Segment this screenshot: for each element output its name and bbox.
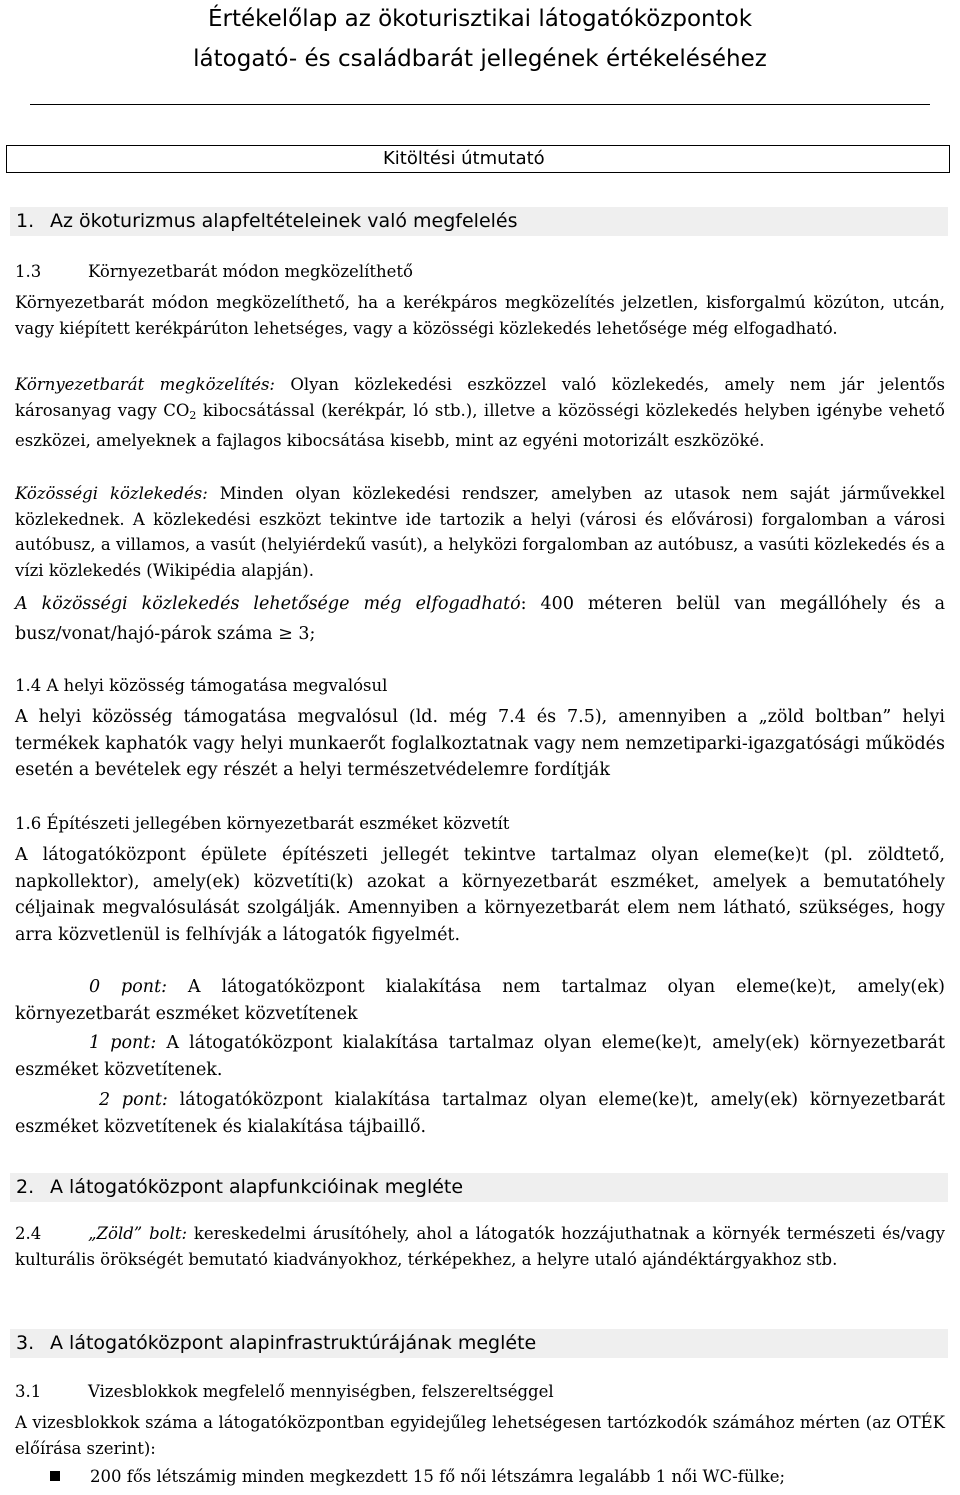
subsection-1-3-paragraph: Környezetbarát módon megközelíthető, ha a kerékpáros megközelítés jelzetlen, kisforgalmú közúton, utcán, vagy kiépített kerékpárúton lehetséges, vagy a közösségi közlekedés lehetősége még elfogadható. xyxy=(15,293,945,338)
section-1-heading xyxy=(10,207,948,236)
definition-text-cont: kibocsátással (kerékpár, ló stb.), illetve a közösségi közlekedés helyben igénybe vehető eszközei, amelyeknek a fajlagos kibocsátása kisebb, mint az egyéni motorizált eszközöké. xyxy=(15,400,945,450)
subsection-3-1-number: 3.1 xyxy=(15,1382,42,1401)
section-2-title: A látogatóközpont alapfunkcióinak megléte xyxy=(50,1176,464,1198)
section-3-number: 3. xyxy=(16,1332,35,1354)
document-title-line2: látogató- és családbarát jellegének értékeléséhez xyxy=(193,46,767,72)
score-0-label: 0 pont: xyxy=(89,977,167,997)
score-1-item xyxy=(15,1030,945,1083)
definition-term: A közösségi közlekedés lehetősége még elfogadható xyxy=(15,594,521,614)
guide-title-box xyxy=(6,145,950,173)
green-shop-text: kereskedelmi árusítóhely, ahol a látogatók hozzájuthatnak a környék természeti és/vagy kulturális örökségét bemutató kiadványokhoz, térképekhez, a helyre utaló ajándéktárgyakhoz stb. xyxy=(15,1224,946,1269)
score-2-item xyxy=(15,1087,945,1140)
subsection-1-4-paragraph: A helyi közösség támogatása megvalósul (ld. még 7.4 és 7.5), amennyiben a „zöld boltban” helyi termékek kaphatók vagy helyi munkaerőt foglalkoztatnak vagy nem nemzetiparki-igazgatósági működés esetén a bevételek egy részét a helyi természetvédelemre fordítják xyxy=(15,707,945,780)
score-0-item xyxy=(15,974,945,1027)
subsection-1-4-heading: 1.4 A helyi közösség támogatása megvalósul xyxy=(15,676,388,695)
subscript: 2 xyxy=(189,408,197,422)
subsection-1-3-heading xyxy=(15,259,945,284)
section-1-number: 1. xyxy=(16,210,35,232)
subsection-1-3-number: 1.3 xyxy=(15,262,42,281)
definition-text: Minden olyan közlekedési rendszer, amelyben az utasok nem saját járművekkel közlekednek. A közlekedési eszközt tekintve ide tartozik a helyi (városi és elővárosi) forgalomban a városi autóbusz, a villamos, a vasút (helyiérdekű vasút), a helyközi forgalomban az autóbusz, a vasúti közlekedés és a vízi közlekedés (Wikipédia alapján). xyxy=(15,484,945,580)
definition-text: : 400 méteren belül van megállóhely és a busz/vonat/hajó-párok száma ≥ 3; xyxy=(15,594,945,644)
definition-text: Olyan közlekedési eszközzel való közlekedés, amely nem jár jelentős károsanyag vagy CO xyxy=(15,375,945,420)
definition-public-transport xyxy=(15,481,945,583)
subsection-2-4-number: 2.4 xyxy=(15,1224,42,1243)
subsection-1-6-paragraph: A látogatóközpont épülete építészeti jellegét tekintve tartalmaz olyan eleme(ke)t (pl. zöldtető, napkollektor), amely(ek) közvetíti(k) azokat a környezetbarát eszméket, amelyek a bemutatóhely céljainak megvalósulását szolgálják. Amennyiben a környezetbarát elem nem látható, szükséges, hogy arra közvetlenül is felhívják a látogatók figyelmét. xyxy=(15,845,945,945)
title-divider xyxy=(30,104,930,105)
section-3-title: A látogatóközpont alapinfrastruktúrájának megléte xyxy=(50,1332,537,1354)
score-1-label: 1 pont: xyxy=(89,1033,157,1053)
green-shop-term: „Zöld” bolt: xyxy=(88,1224,188,1243)
guide-title: Kitöltési útmutató xyxy=(383,148,545,169)
subsection-1-3-title: Környezetbarát módon megközelíthető xyxy=(88,262,413,281)
subsection-3-1-paragraph: A vizesblokkok száma a látogatóközpontban egyidejűleg lehetségesen tartózkodók számához mérten (az OTÉK előírása szerint): xyxy=(15,1413,945,1458)
subsection-3-1-title: Vizesblokkok megfelelő mennyiségben, felszereltséggel xyxy=(88,1382,554,1401)
section-3-heading xyxy=(10,1329,948,1358)
section-1-title: Az ökoturizmus alapfeltételeinek való megfelelés xyxy=(50,210,518,232)
definition-environmental-approach xyxy=(15,372,945,454)
subsection-2-4-paragraph xyxy=(15,1221,945,1272)
score-2-label: 2 pont: xyxy=(99,1090,168,1110)
document-title-line1: Értékelőlap az ökoturisztikai látogatóközpontok xyxy=(207,6,753,32)
section-2-number: 2. xyxy=(16,1176,35,1198)
definition-term: Közösségi közlekedés: xyxy=(15,484,208,503)
subsection-3-1-heading xyxy=(15,1379,945,1404)
subsection-1-6-heading: 1.6 Építészeti jellegében környezetbarát eszméket közvetít xyxy=(15,814,510,833)
definition-acceptable-transport xyxy=(15,589,945,649)
section-2-heading xyxy=(10,1173,948,1202)
score-0-text: A látogatóközpont kialakítása nem tartalmaz olyan eleme(ke)t, amely(ek) környezetbarát eszméket közvetítenek xyxy=(15,977,945,1024)
score-1-text: A látogatóközpont kialakítása tartalmaz olyan eleme(ke)t, amely(ek) környezetbarát eszméket közvetítenek. xyxy=(15,1033,945,1080)
definition-term: Környezetbarát megközelítés: xyxy=(15,375,275,394)
square-bullet-icon xyxy=(50,1471,60,1481)
list-item: 200 fős létszámig minden megkezdett 15 fő női létszámra legalább 1 női WC-fülke; xyxy=(90,1467,786,1486)
score-2-text: látogatóközpont kialakítása tartalmaz olyan eleme(ke)t, amely(ek) környezetbarát eszméket közvetítenek és kialakítása tájbaillő. xyxy=(15,1090,945,1137)
